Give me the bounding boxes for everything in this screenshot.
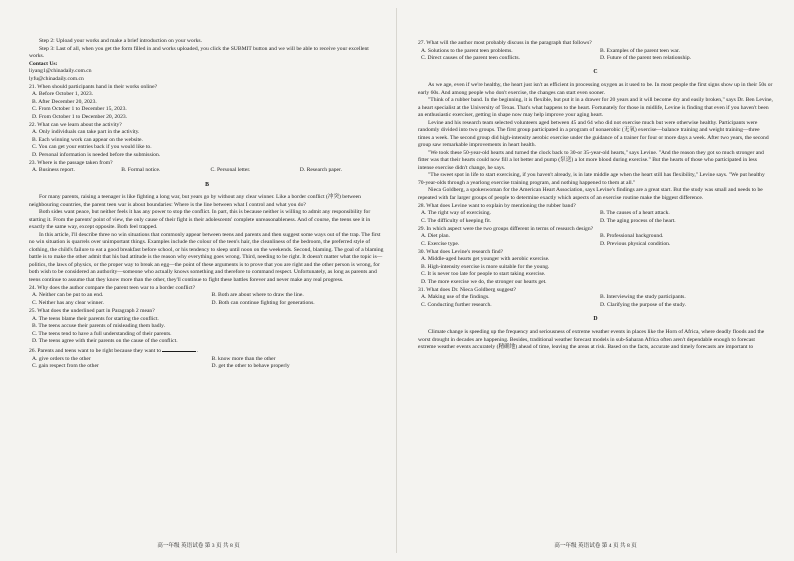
question-28: 28. What does Levine want to explain by mentioning the rubber band? xyxy=(418,202,576,209)
q26-option-a: A. give orders to the other xyxy=(32,355,91,362)
passage-b-paragraph-3: In this article, I'll describe three no win situations that commonly appear between teens and parents and then suggest some ways out of the trap. The first no win situation is quarrels over unimportant things. Examples include the colour of the teen's hair, the cleanliness of the bedroom, the preferred style of clothing, the child's failure to eat a good breakfast before school, or his tendency to sleep until noon on the weekends. Second, blaming. The goal of a blaming battle is to make the other admit that his bad attitude is the reason why everything goes wrong. Third, needing to be right. It doesn't matter what the topic is—politics, the laws of physics, or the proper way to break an egg—the point of these arguments is to prove that you are right and the other person is wrong, for both wish to be considered an authority—someone who actually knows something and therefore to command respect. Unfortunately, as long as parents and teens continue to assume that they know more than the other, they'll continue to fight these battles forever and never make any real progress. xyxy=(29,231,384,283)
q27-option-b: B. Examples of the parent teen war. xyxy=(600,47,680,54)
q30-option-a: A. Middle-aged hearts get younger with aerobic exercise. xyxy=(421,256,550,263)
question-22: 22. What can we learn about the activity? xyxy=(29,121,122,128)
passage-b-paragraph-1: For many parents, raising a teenager is like fighting a long war, but years go by without any clear winner. Like a border conflict (冲突) between neighbouring countries, the parent teen war is about boundaries: Where is the line between what I control and what you do? xyxy=(29,194,361,208)
q21-option-a: A. Before October 1, 2023. xyxy=(32,91,94,98)
q25-option-c: C. The teens tend to have a full understanding of their parents. xyxy=(32,330,172,337)
passage-c-paragraph-6: Nieca Goldberg, a spokeswoman for the American Heart Association, says Levine's findings are a great start. But the study was small and needs to be repeated with far larger groups of people to determine exactly which aspects of an exercise routine make the biggest difference. xyxy=(418,187,763,201)
q22-option-c: C. You can get your entries back if you would like to. xyxy=(32,144,152,151)
q30-option-c: C. It is never too late for people to start taking exercise. xyxy=(421,271,546,278)
q26-stem-end: . xyxy=(196,348,198,355)
q24-option-b: B. Both are about where to draw the line. xyxy=(211,292,304,299)
question-21: 21. When should participants hand in their works online? xyxy=(29,83,158,90)
question-24: 24. Why does the author compare the parent teen war to a border conflict? xyxy=(29,284,196,291)
q29-option-b: B. Professional background. xyxy=(600,233,664,240)
q31-option-a: A. Making use of the findings. xyxy=(421,294,490,301)
q31-option-b: B. Interviewing the study participants. xyxy=(600,294,686,301)
q28-option-b: B. The causes of a heart attack. xyxy=(600,210,670,217)
q28-option-a: A. The right way of exercising. xyxy=(421,210,491,217)
q24-option-a: A. Neither can be put to an end. xyxy=(32,292,104,299)
passage-c-paragraph-4: "We took these 50-year-old hearts and turned the clock back to 30-or 35-year-old hearts," says Levine. "And the reason they got so much stronger and fitter was that their hearts could now fill a lot better and pump (泵送) a lot more blood during exercise." But the hearts of those who participated in less intense exercise didn't change, he says. xyxy=(418,149,764,171)
q24-option-d: D. Both can continue fighting for generations. xyxy=(211,299,315,306)
q24-option-c: C. Neither has any clear winner. xyxy=(32,299,104,306)
right-page xyxy=(397,0,794,561)
q23-option-d: D. Research paper. xyxy=(299,167,342,174)
contact-email-1: liyang1@chinadaily.com.cn xyxy=(29,68,92,74)
section-b-heading: B xyxy=(205,181,209,188)
q26-stem: 26. Parents and teens want to be right because they want to xyxy=(29,348,162,355)
q27-option-a: A. Solutions to the parent teen problems. xyxy=(421,47,513,54)
q30-option-d: D. The more exercise we do, the stronger our hearts get. xyxy=(421,278,547,285)
q22-option-a: A. Only individuals can take part in the activity. xyxy=(32,129,140,136)
q30-option-b: B. High-intensity exercise is more suitable for the young. xyxy=(421,263,550,270)
q29-option-d: D. Previous physical condition. xyxy=(600,240,671,247)
question-31: 31. What does Dr. Nieca Goldberg suggest? xyxy=(418,286,516,293)
passage-c-paragraph-1: As we age, even if we're healthy, the heart just isn't as efficient in processing oxygen as it used to be. In most people the first signs show up in their 50s or early 60s. And among people who don't exercise, the changes can start even sooner. xyxy=(418,82,773,96)
q31-option-c: C. Conducting further research. xyxy=(421,301,492,308)
right-page-footer: 高一年级 英语试卷 第 4 页 共 8 页 xyxy=(554,543,637,549)
q21-option-c: C. From October 1 to December 15, 2023. xyxy=(32,106,127,113)
contact-heading: Contact Us: xyxy=(29,60,58,67)
passage-c-paragraph-2: "Think of a rubber band. In the beginning, it is flexible, but put it in a drawer for 20 years and it will become dry and easily broken," says Dr. Ben Levine, a heart specialist at the University of Texas. That's what happens to the heart. Fortunately for those in midlife, Levine is finding that even if you haven't been an enthusiastic exerciser, getting in shape now may help improve your aging heart. xyxy=(418,97,773,119)
contact-email-2: lyfu@chinadaily.com.cn xyxy=(29,75,84,82)
question-30: 30. What does Levine's research find? xyxy=(418,248,504,255)
question-23: 23. Where is the passage taken from? xyxy=(29,159,113,166)
question-25: 25. What does the underlined part in Paragraph 2 mean? xyxy=(29,308,155,315)
q29-option-c: C. Exercise type. xyxy=(421,240,460,247)
q23-option-a: A. Business report. xyxy=(32,167,75,174)
question-29: 29. In which aspect were the two groups different in terms of research design? xyxy=(418,225,594,232)
q25-option-b: B. The teens accuse their parents of misleading them badly. xyxy=(32,323,165,330)
q29-option-a: A. Diet plan. xyxy=(421,233,450,240)
q22-option-d: D. Personal information is needed before the submission. xyxy=(32,151,161,158)
question-27: 27. What will the author most probably discuss in the paragraph that follows? xyxy=(418,40,592,46)
q26-answer-blank xyxy=(162,346,198,355)
q27-option-d: D. Future of the parent teen relationship. xyxy=(600,55,692,61)
passage-d-paragraph-1: Climate change is speeding up the frequency and seriousness of extreme weather events in places like the Horn of Africa, where deadly floods and the worst drought in decades are happening. Besides, traditional weather forecast models in sub-Saharan Africa often aren't dependable enough to forecast extreme weather events accurately (精确地) ahead of time, leaving the areas at risk. Based on the facts, accurate and timely forecasts are important to xyxy=(418,329,765,351)
q25-option-a: A. The teens blame their parents for starting the conflict. xyxy=(32,315,159,322)
q21-option-d: D. From October 1 to December 20, 2023. xyxy=(32,113,128,120)
q26-option-b: B. know more than the other xyxy=(211,355,276,362)
q31-option-d: D. Clarifying the purpose of the study. xyxy=(600,301,687,308)
left-page-footer: 高一年级 英语试卷 第 3 页 共 8 页 xyxy=(157,543,240,549)
q21-option-b: B. After December 20, 2023. xyxy=(32,98,97,105)
passage-c-paragraph-5: "The sweet spot in life to start exercising, if you haven't already, is in late middle age when the heart still has flexibility," Levine says. "We put healthy 70-year-olds through a yearlong exercise training program, and nothing happened to them at all." xyxy=(418,172,765,186)
q26-option-c: C. gain respect from the other xyxy=(32,363,99,370)
q22-option-b: B. Each winning work can appear on the website. xyxy=(32,136,143,143)
step-3: Step 3: Last of all, when you get the form filled in and works uploaded, you click the SUBMIT button and we will be able to receive your excellent works. xyxy=(29,45,369,59)
q28-option-d: D. The aging process of the heart. xyxy=(600,217,676,224)
step-2: Step 2: Upload your works and make a brief introduction on your works. xyxy=(39,38,202,44)
q26-option-d: D. get the other to behave properly xyxy=(211,363,290,370)
passage-c-paragraph-3: Levine and his research team selected volunteers aged between 45 and 64 who did not exercise much but were otherwise healthy. Participants were randomly divided into two groups. The first group participated in a program of nonaerobic (无氧) exercise—balance training and weight training—three times a week. The second group did high-intensity aerobic exercise under the guidance of a trainer for four or more days a week. After two years, the second group saw remarkable improvements in heart health. xyxy=(418,119,769,149)
passage-b-paragraph-2: Both sides want peace, but neither feels it has any power to stop the conflict. In part, this is because neither is willing to admit any responsibility for starting it. From the parents' point of view, the only cause of their fight is their adolescents' complete unreasonableness. And of course, the teens see it in exactly the same way, except opposite. Both feel trapped. xyxy=(29,209,371,231)
q27-option-c: C. Direct causes of the parent teen conflicts. xyxy=(421,55,520,61)
question-26 xyxy=(29,346,385,356)
section-c-heading: C xyxy=(593,69,598,76)
q25-option-d: D. The teens agree with their parents on the cause of the conflict. xyxy=(32,338,178,345)
q23-option-c: C. Personal letter. xyxy=(210,167,251,174)
section-d-heading: D xyxy=(593,316,598,323)
q28-option-c: C. The difficulty of keeping fit. xyxy=(421,217,492,224)
q23-option-b: B. Formal notice. xyxy=(121,167,161,174)
